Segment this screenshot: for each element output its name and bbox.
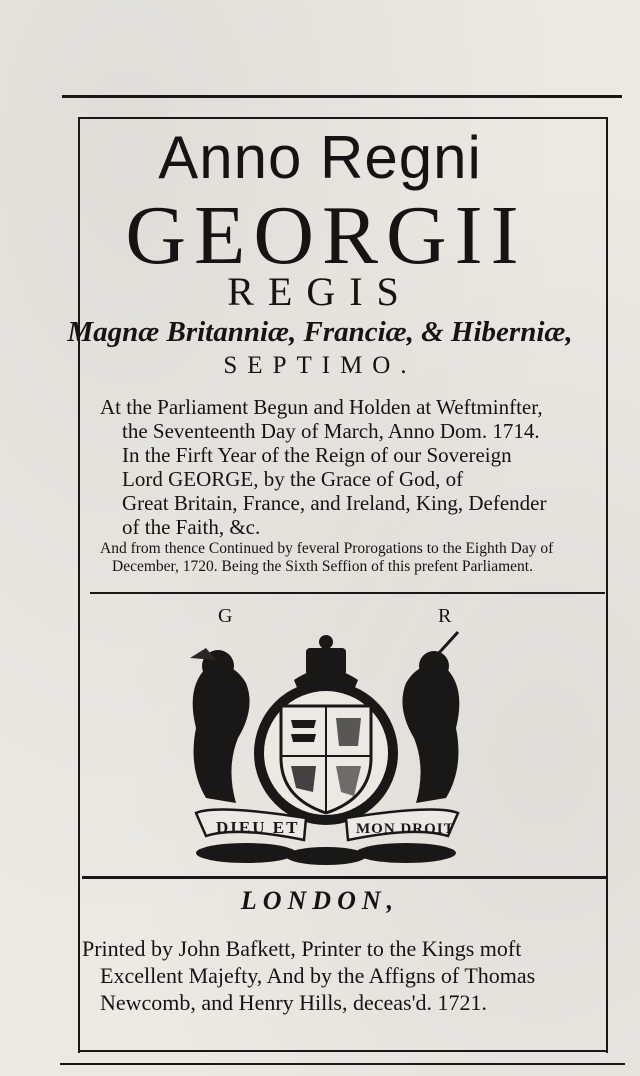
imprint-line: Newcomb, and Henry Hills, deceas'd. 1721. [100, 990, 488, 1015]
title-regis: REGIS [227, 269, 413, 314]
royal-initial-r: R [438, 605, 452, 627]
bottom-rule-outer [60, 1063, 625, 1065]
paragraph-line: At the Parliament Begun and Holden at Weftminfter, [100, 395, 543, 419]
lower-rule [82, 876, 606, 879]
title-kingdoms: Magnæ Britanniæ, Franciæ, & Hiberniæ, [67, 316, 573, 348]
paragraph-line: the Seventeenth Day of March, Anno Dom. 1714. [122, 419, 540, 443]
unicorn-supporter-icon [402, 632, 459, 803]
title-georgii: GEORGII [125, 189, 527, 282]
imprint-line: Excellent Majefty, And by the Affigns of Thomas [100, 963, 536, 988]
royal-initial-g: G [218, 605, 233, 627]
royal-coat-of-arms [176, 628, 476, 868]
paragraph-line: Great Britain, France, and Ireland, King, Defender [122, 491, 547, 515]
top-rule-outer [62, 95, 622, 98]
title-anno-regni: Anno Regni [158, 124, 482, 191]
imprint-line: Printed by John Bafkett, Printer to the Kings moft [82, 936, 522, 961]
middle-rule [90, 592, 605, 594]
imprint-city: LONDON, [240, 886, 400, 915]
paragraph-line: And from thence Continued by feveral Prorogations to the Eighth Day of [100, 540, 554, 557]
imprint-block [82, 935, 602, 1016]
top-rule-inner [78, 117, 608, 119]
parliament-paragraph [100, 395, 600, 539]
motto-left-text: DIEU ET [216, 818, 300, 837]
paragraph-line: December, 1720. Being the Sixth Seffion of this prefent Parliament. [112, 558, 533, 575]
prorogation-paragraph [100, 540, 600, 576]
foliage-base [196, 843, 456, 865]
paragraph-line: Lord GEORGE, by the Grace of God, of [122, 467, 464, 491]
title-septimo: SEPTIMO. [223, 352, 417, 379]
bottom-rule-inner [78, 1050, 608, 1052]
motto-right-text: MON DROIT [356, 821, 455, 837]
lion-supporter-icon [190, 648, 250, 803]
paragraph-line: of the Faith, &c. [122, 515, 261, 539]
paragraph-line: In the Firft Year of the Reign of our Sovereign [122, 443, 512, 467]
